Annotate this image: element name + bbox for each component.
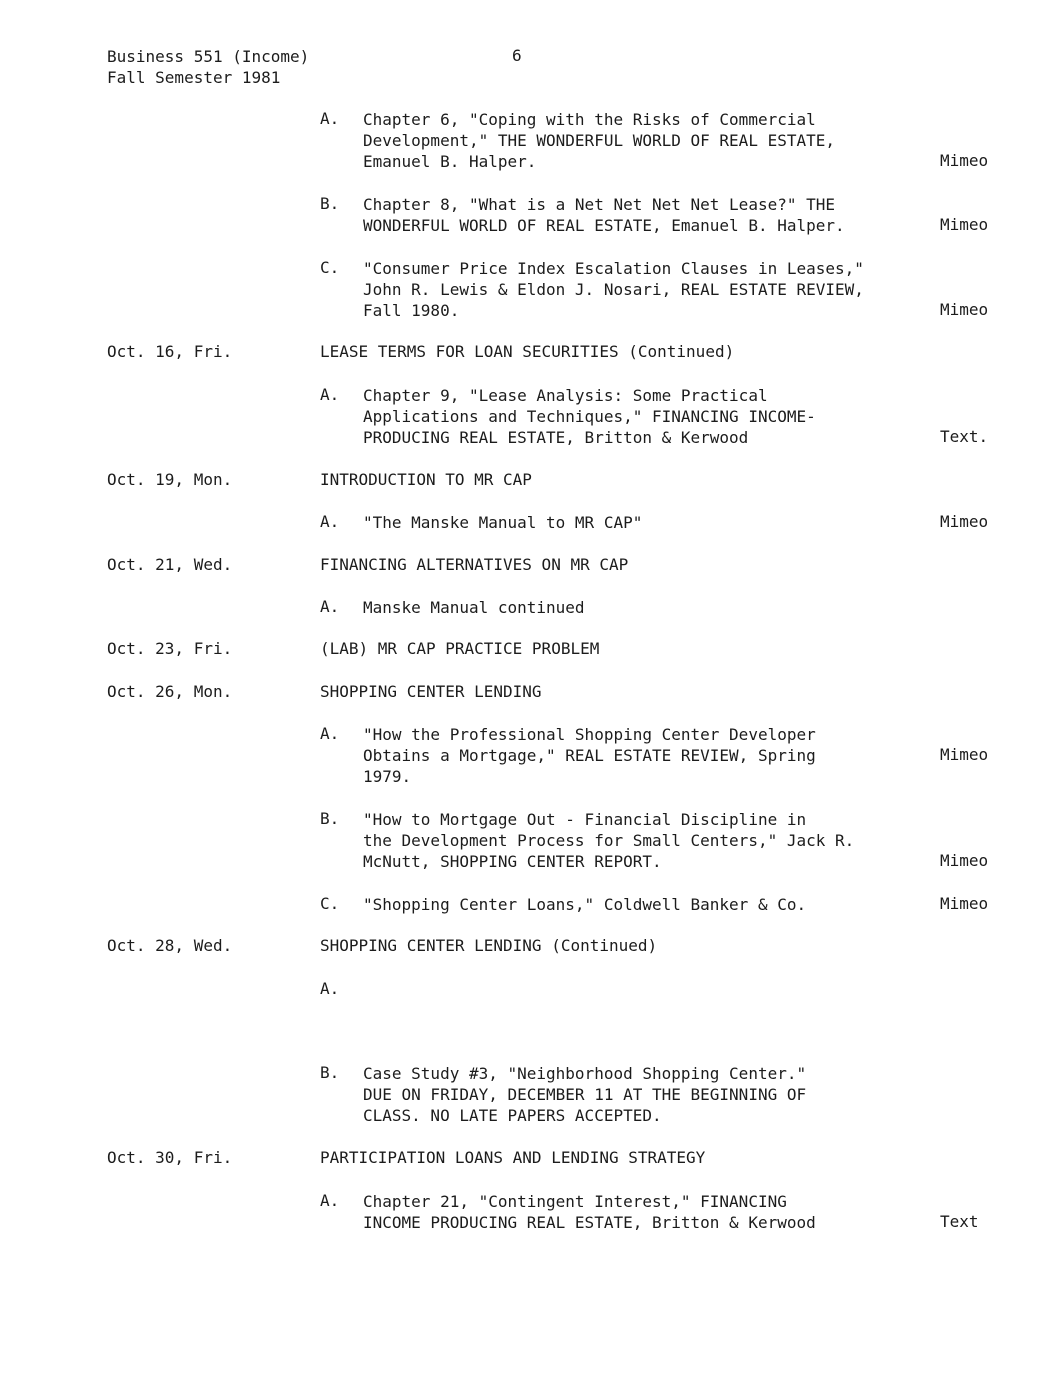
semester: Fall Semester 1981: [107, 68, 281, 87]
item-letter: A.: [320, 1191, 340, 1210]
session-topic: SHOPPING CENTER LENDING: [320, 682, 542, 701]
item-letter: B.: [320, 809, 340, 828]
session-topic: (LAB) MR CAP PRACTICE PROBLEM: [320, 639, 600, 658]
session-topic: LEASE TERMS FOR LOAN SECURITIES (Continued): [320, 342, 735, 361]
reading-text: Case Study #3, "Neighborhood Shopping Center." DUE ON FRIDAY, DECEMBER 11 AT THE BEGINNING OF CLASS. NO LATE PAPERS ACCEPTED.: [363, 1064, 807, 1125]
item-letter: A.: [320, 724, 340, 743]
item-letter: A.: [320, 512, 340, 531]
session-date: Oct. 23, Fri.: [107, 639, 233, 658]
item-letter: B.: [320, 194, 340, 213]
item-letter: B.: [320, 1063, 340, 1082]
reading-text: "Shopping Center Loans," Coldwell Banker & Co.: [363, 895, 807, 914]
item-letter: C.: [320, 894, 340, 913]
session-date: Oct. 28, Wed.: [107, 936, 233, 955]
item-letter: A.: [320, 597, 340, 616]
reading-text: Manske Manual continued: [363, 598, 585, 617]
reading-text: Chapter 21, "Contingent Interest," FINANCING INCOME PRODUCING REAL ESTATE, Britton & Kerwood: [363, 1192, 816, 1232]
session-topic: FINANCING ALTERNATIVES ON MR CAP: [320, 555, 629, 574]
reading-text: Chapter 6, "Coping with the Risks of Commercial Development," THE WONDERFUL WORLD OF REAL ESTATE, Emanuel B. Halper.: [363, 110, 836, 171]
course-header: [107, 46, 309, 88]
session-date: Oct. 19, Mon.: [107, 470, 233, 489]
reading-text: Chapter 8, "What is a Net Net Net Net Lease?" THE WONDERFUL WORLD OF REAL ESTATE, Emanuel B. Halper.: [363, 195, 845, 235]
reading-source: Mimeo: [940, 300, 989, 319]
reading-source: Mimeo: [940, 151, 989, 170]
item-letter: A.: [320, 385, 340, 404]
reading-text: "How to Mortgage Out - Financial Discipline in the Development Process for Small Centers," Jack R. McNutt, SHOPPING CENTER REPORT.: [363, 810, 855, 871]
session-topic: PARTICIPATION LOANS AND LENDING STRATEGY: [320, 1148, 706, 1167]
reading-source: Mimeo: [940, 851, 989, 870]
item-letter: A.: [320, 979, 340, 998]
reading-text: Chapter 9, "Lease Analysis: Some Practical Applications and Techniques," FINANCING INCOME- PRODUCING REAL ESTATE, Britton & Kerwood: [363, 386, 816, 447]
session-date: Oct. 26, Mon.: [107, 682, 233, 701]
session-date: Oct. 16, Fri.: [107, 342, 233, 361]
reading-source: Text.: [940, 427, 989, 446]
course-title: Business 551 (Income): [107, 47, 310, 66]
reading-source: Mimeo: [940, 894, 989, 913]
session-topic: SHOPPING CENTER LENDING (Continued): [320, 936, 658, 955]
session-date: Oct. 21, Wed.: [107, 555, 233, 574]
reading-source: Mimeo: [940, 745, 989, 764]
item-letter: C.: [320, 258, 340, 277]
reading-text: "Consumer Price Index Escalation Clauses in Leases," John R. Lewis & Eldon J. Nosari, REAL ESTATE REVIEW, Fall 1980.: [363, 259, 864, 320]
reading-source: Mimeo: [940, 512, 989, 531]
reading-source: Text: [940, 1212, 979, 1231]
reading-text: "The Manske Manual to MR CAP": [363, 513, 643, 532]
page-number: 6: [512, 46, 522, 65]
item-letter: A.: [320, 109, 340, 128]
session-topic: INTRODUCTION TO MR CAP: [320, 470, 532, 489]
session-date: Oct. 30, Fri.: [107, 1148, 233, 1167]
reading-source: Mimeo: [940, 215, 989, 234]
reading-text: "How the Professional Shopping Center Developer Obtains a Mortgage," REAL ESTATE REVIEW, Spring 1979.: [363, 725, 816, 786]
